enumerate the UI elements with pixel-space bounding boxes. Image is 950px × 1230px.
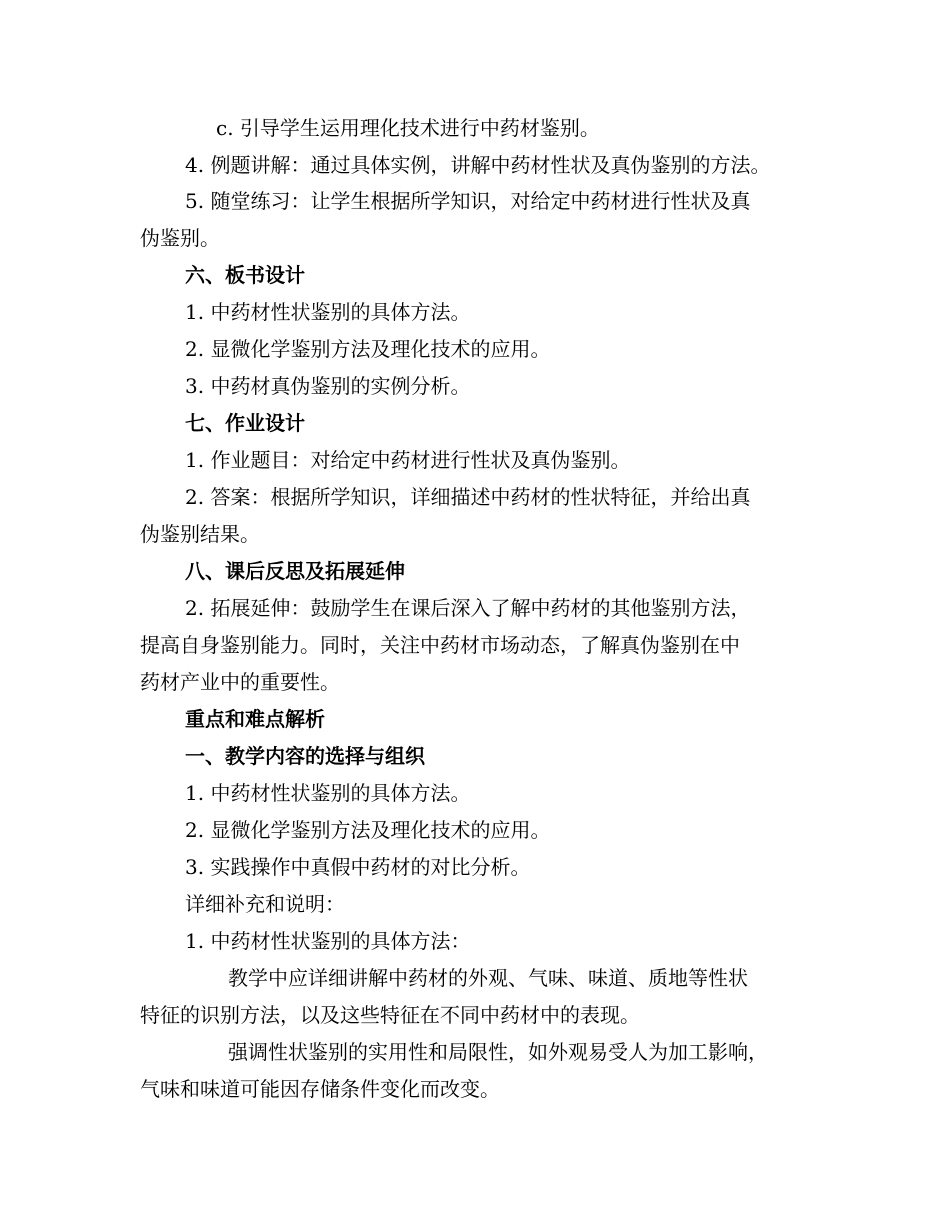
- text-line: c. 引导学生运用理化技术进行中药材鉴别。: [216, 116, 600, 140]
- text-line: 强调性状鉴别的实用性和局限性，如外观易受人为加工影响，: [228, 1040, 768, 1064]
- text-line: 3. 中药材真伪鉴别的实例分析。: [185, 374, 471, 398]
- text-line: 4. 例题讲解：通过具体实例，讲解中药材性状及真伪鉴别的方法。: [185, 153, 771, 177]
- text-line: 2. 显微化学鉴别方法及理化技术的应用。: [185, 818, 551, 842]
- text-line: 1. 作业题目：对给定中药材进行性状及真伪鉴别。: [185, 448, 631, 472]
- text-line: 气味和味道可能因存储条件变化而改变。: [140, 1077, 500, 1101]
- section-heading: 重点和难点解析: [185, 707, 325, 731]
- text-line: 伪鉴别。: [140, 226, 220, 250]
- section-heading: 一、教学内容的选择与组织: [185, 744, 425, 768]
- text-line: 药材产业中的重要性。: [140, 670, 340, 694]
- text-line: 详细补充和说明：: [185, 892, 345, 916]
- text-line: 2. 答案：根据所学知识，详细描述中药材的性状特征，并给出真: [185, 485, 751, 509]
- text-line: 提高自身鉴别能力。同时，关注中药材市场动态，了解真伪鉴别在中: [140, 633, 740, 657]
- text-line: 伪鉴别结果。: [140, 522, 260, 546]
- text-line: 1. 中药材性状鉴别的具体方法。: [185, 781, 471, 805]
- text-line: 2. 拓展延伸：鼓励学生在课后深入了解中药材的其他鉴别方法，: [185, 596, 751, 620]
- section-heading: 七、作业设计: [185, 411, 305, 435]
- text-line: 1. 中药材性状鉴别的具体方法：: [185, 929, 471, 953]
- text-line: 1. 中药材性状鉴别的具体方法。: [185, 300, 471, 324]
- text-line: 2. 显微化学鉴别方法及理化技术的应用。: [185, 337, 551, 361]
- section-heading: 八、课后反思及拓展延伸: [185, 559, 405, 583]
- text-line: 5. 随堂练习：让学生根据所学知识，对给定中药材进行性状及真: [185, 189, 751, 213]
- text-line: 教学中应详细讲解中药材的外观、气味、味道、质地等性状: [228, 966, 748, 990]
- text-line: 3. 实践操作中真假中药材的对比分析。: [185, 855, 531, 879]
- text-line: 特征的识别方法，以及这些特征在不同中药材中的表现。: [140, 1003, 640, 1027]
- section-heading: 六、板书设计: [185, 263, 305, 287]
